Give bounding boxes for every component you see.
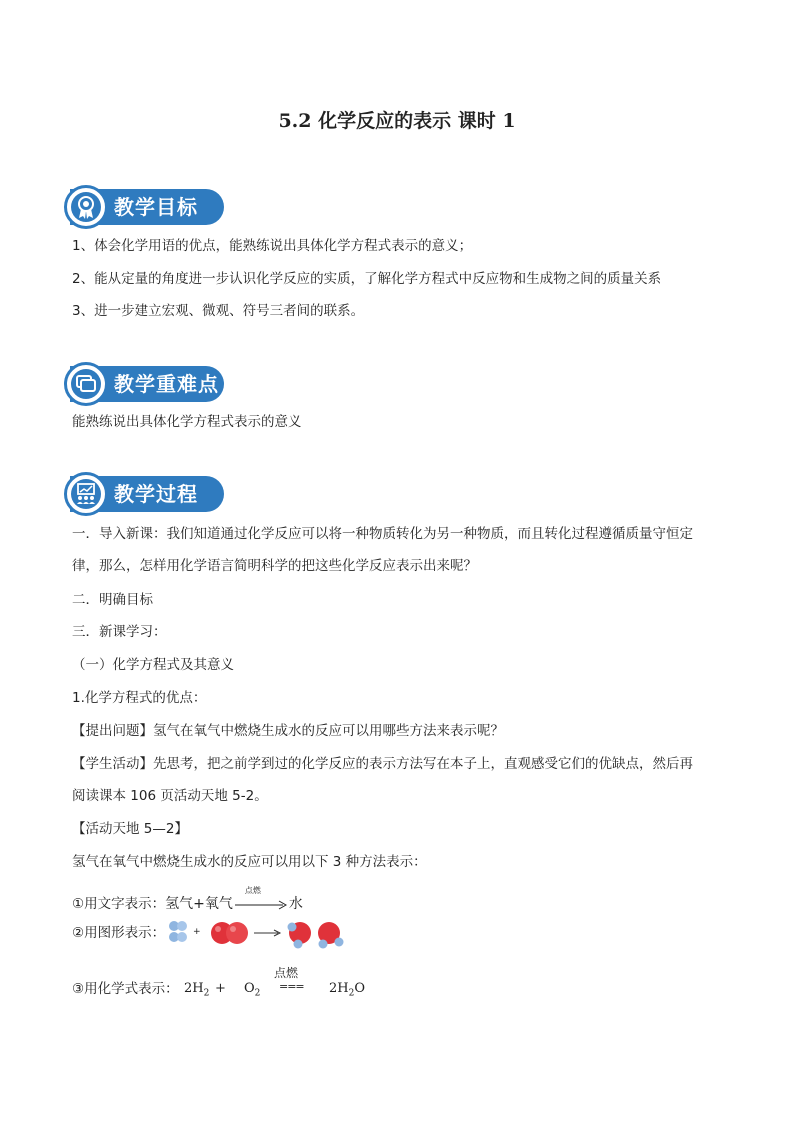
formula-condition: 点燃 (274, 966, 299, 980)
graphic-equation-label: ②用图形表示： (72, 925, 166, 941)
objective-item-3: 3、进一步建立宏观、微观、符号三者间的联系。 (72, 303, 365, 319)
section-heading: 教学重难点 (114, 372, 219, 396)
subsection-item: 1.化学方程式的优点： (72, 690, 207, 706)
badge-circle (64, 362, 108, 406)
award-ribbon-icon (71, 192, 101, 222)
section-badge-process (64, 472, 226, 516)
activity-line-1: 【学生活动】先思考，把之前学到过的化学反应的表示方法写在本子上，直观感受它们的优缺点，然后再 (72, 756, 693, 772)
word-equation-label: ①用文字表示： (72, 896, 166, 912)
section-badge-objectives (64, 185, 226, 229)
badge-circle (64, 185, 108, 229)
reactant-oxygen: 氧气 (204, 896, 233, 912)
section-heading: 教学过程 (114, 482, 198, 506)
reactant-hydrogen: 氢气 (165, 896, 194, 912)
reaction-arrow (233, 886, 289, 912)
formula-plus-sign: + (215, 981, 226, 996)
product-water: 水 (288, 896, 303, 912)
molecular-model-diagram (166, 914, 356, 952)
formula-reactant-o2: $O_2$ (244, 981, 261, 999)
right-arrow-icon (233, 896, 289, 912)
intro-line-2: 律，那么，怎样用化学语言简明科学的把这些化学反应表示出来呢？ (72, 558, 477, 574)
formula-reactant-h2: $2H_2$ (184, 981, 210, 999)
new-lesson-heading: 三．新课学习： (72, 624, 167, 640)
presentation-audience-icon (71, 479, 101, 509)
arrow-condition: 点燃 (244, 886, 261, 895)
water-molecule-icon (288, 922, 312, 949)
formula-equals: === (279, 980, 304, 993)
activity-title: 【活动天地 5—2】 (72, 821, 188, 837)
page-title: 5.2 化学反应的表示 课时 1 (278, 110, 516, 132)
subsection-heading: （一）化学方程式及其意义 (72, 657, 234, 673)
activity-line-2: 阅读课本 106 页活动天地 5-2。 (72, 788, 268, 804)
formula-equation-label: ③用化学式表示： (72, 981, 179, 997)
badge-circle (64, 472, 108, 516)
water-molecule-icon (318, 922, 344, 949)
key-points-text: 能熟练说出具体化学方程式表示的意义 (72, 414, 302, 430)
graphic-plus-sign: + (193, 927, 201, 937)
plus-sign: + (193, 896, 205, 912)
oxygen-molecule-icon (211, 922, 248, 944)
intro-line-1: 一．导入新课：我们知道通过化学反应可以将一种物质转化为另一种物质，而且转化过程遵循质量守恒定 (72, 526, 693, 542)
objective-item-1: 1、体会化学用语的优点，能熟练说出具体化学方程式表示的意义； (72, 238, 473, 254)
question-text: 【提出问题】氢气在氧气中燃烧生成水的反应可以用哪些方法来表示呢？ (72, 723, 504, 739)
objective-item-2: 2、能从定量的角度进一步认识化学反应的实质，了解化学方程式中反应物和生成物之间的质量关系 (72, 271, 662, 287)
section-badge-key-points (64, 362, 226, 406)
activity-description: 氢气在氧气中燃烧生成水的反应可以用以下 3 种方法表示： (72, 854, 427, 870)
section-heading: 教学目标 (114, 195, 198, 219)
arrow-icon (254, 930, 280, 936)
hydrogen-molecules-icon (169, 921, 187, 942)
stacked-cards-icon (71, 369, 101, 399)
formula-product-h2o: $2H_2O$ (329, 981, 366, 999)
goal-heading: 二．明确目标 (72, 592, 153, 608)
